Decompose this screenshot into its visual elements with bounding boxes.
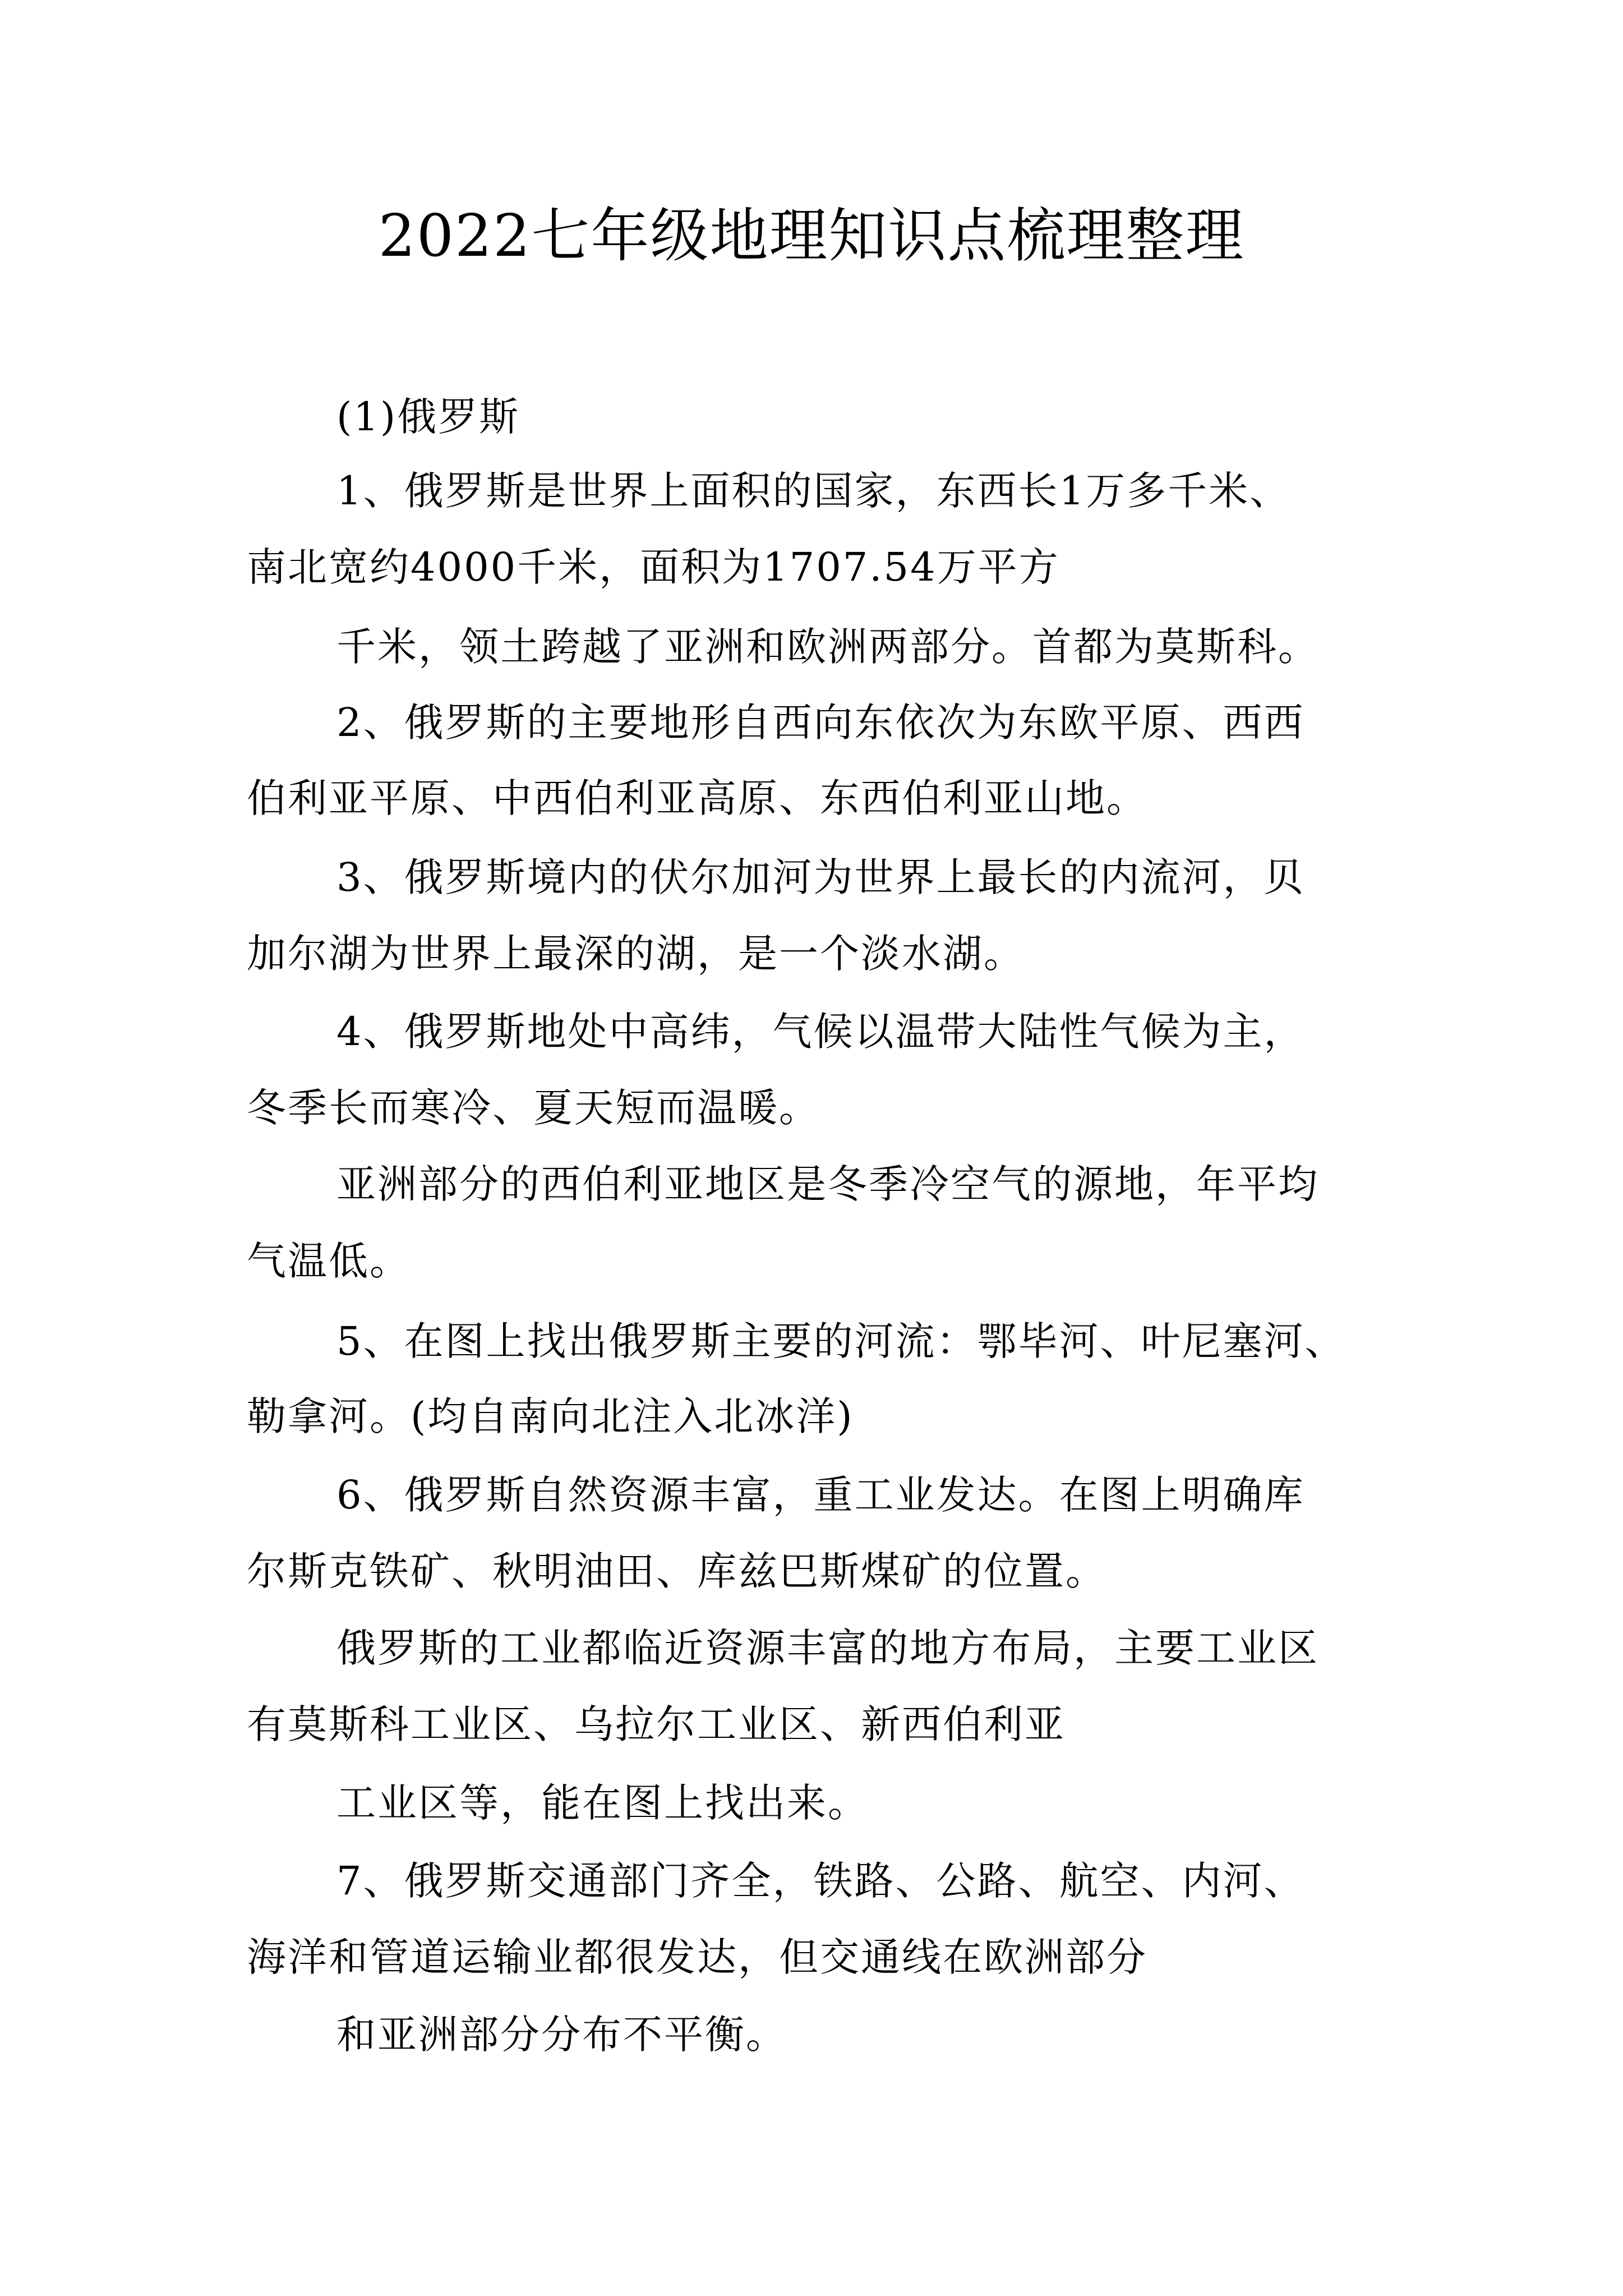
paragraph-line: 7、俄罗斯交通部门齐全，铁路、公路、航空、内河、 [336,1858,1305,1904]
paragraph-line: 冬季长而寒冷、夏天短而温暖。 [247,1085,820,1131]
paragraph-line: 1、俄罗斯是世界上面积的国家，东西长1万多千米、 [336,468,1291,514]
paragraph-line: 和亚洲部分分布不平衡。 [336,2012,787,2058]
paragraph-line: 勒拿河。(均自南向北注入北冰洋) [247,1393,854,1439]
paragraph-line: 加尔湖为世界上最深的湖，是一个淡水湖。 [247,931,1025,977]
paragraph-line: 海洋和管道运输业都很发达，但交通线在欧洲部分 [247,1934,1147,1980]
paragraph-line: 5、在图上找出俄罗斯主要的河流：鄂毕河、叶尼塞河、 [336,1318,1346,1364]
paragraph-line: 3、俄罗斯境内的伏尔加河为世界上最长的内流河，贝 [336,854,1305,900]
paragraph-line: 2、俄罗斯的主要地形自西向东依次为东欧平原、西西 [336,700,1305,746]
paragraph-line: 气温低。 [247,1238,411,1284]
paragraph-line: 6、俄罗斯自然资源丰富，重工业发达。在图上明确库 [336,1472,1305,1518]
paragraph-line: 有莫斯科工业区、乌拉尔工业区、新西伯利亚 [247,1701,1066,1747]
paragraph-line: 南北宽约4000千米，面积为1707.54万平方 [247,544,1060,590]
paragraph-line: 千米，领土跨越了亚洲和欧洲两部分。首都为莫斯科。 [336,624,1319,670]
paragraph-line: 尔斯克铁矿、秋明油田、库兹巴斯煤矿的位置。 [247,1548,1106,1594]
paragraph-line: 4、俄罗斯地处中高纬，气候以温带大陆性气候为主， [336,1009,1305,1055]
document-title: 2022七年级地理知识点梳理整理 [378,201,1245,270]
paragraph-line: 亚洲部分的西伯利亚地区是冬季冷空气的源地，年平均 [336,1161,1319,1207]
paragraph-line: (1)俄罗斯 [336,394,520,440]
paragraph-line: 伯利亚平原、中西伯利亚高原、东西伯利亚山地。 [247,775,1147,821]
paragraph-line: 工业区等，能在图上找出来。 [336,1780,869,1826]
paragraph-line: 俄罗斯的工业都临近资源丰富的地方布局，主要工业区 [336,1625,1319,1671]
